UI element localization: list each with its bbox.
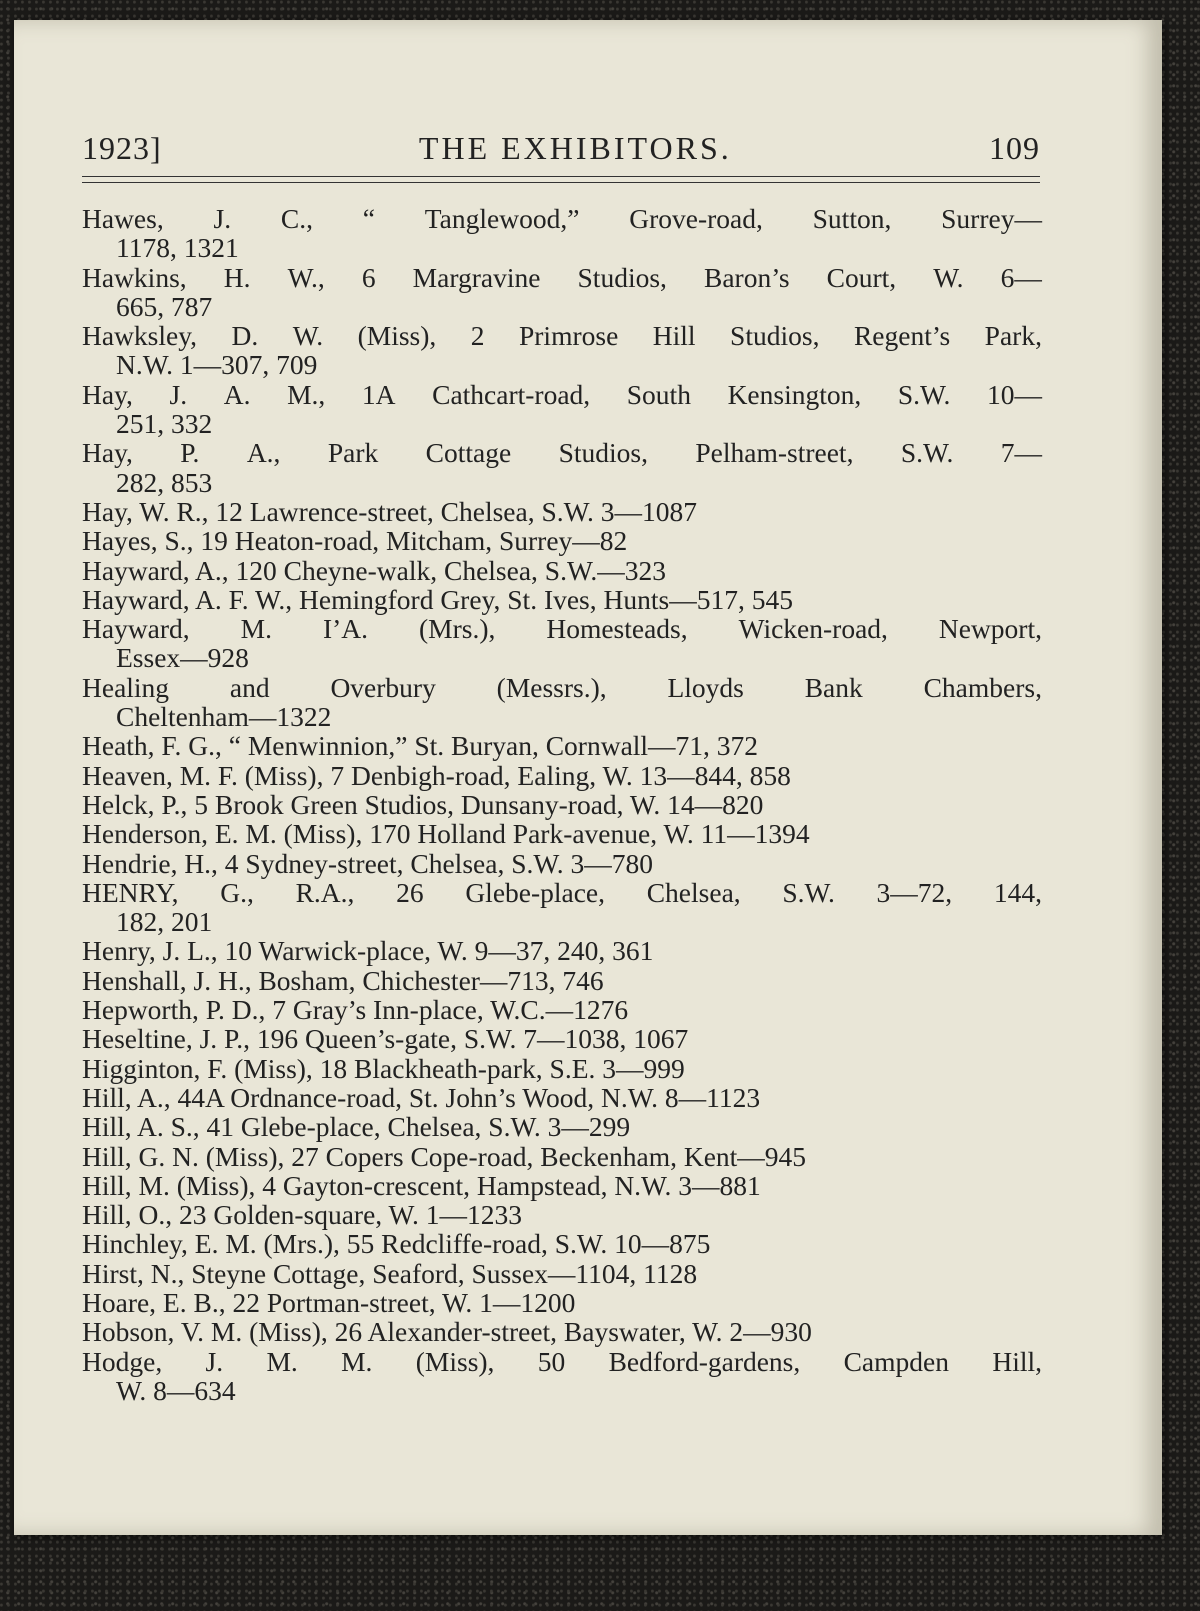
exhibitor-entry (82, 1288, 1042, 1317)
entry-line-2: 282, 853 (116, 466, 213, 498)
book-page (14, 20, 1162, 1535)
entry-line-1: Heaven, M. F. (Miss), 7 Denbigh-road, Ealing, W. 13—844, 858 (82, 759, 791, 791)
entry-line-1: Hill, A., 44A Ordnance-road, St. John’s Wood, N.W. 8—1123 (82, 1081, 761, 1113)
exhibitor-entry (82, 585, 1042, 614)
entry-line-2: 251, 332 (116, 408, 213, 440)
exhibitor-entry (82, 878, 1042, 937)
exhibitor-entry (82, 1142, 1042, 1171)
entry-line-1: Helck, P., 5 Brook Green Studios, Dunsany-road, W. 14—820 (82, 788, 764, 820)
exhibitor-entry (82, 1083, 1042, 1112)
exhibitor-entry (82, 1229, 1042, 1258)
page-title: THE EXHIBITORS. (418, 130, 732, 166)
exhibitor-entry (82, 380, 1042, 439)
entry-line-2: W. 8—634 (116, 1374, 236, 1406)
entry-line-1: Hill, M. (Miss), 4 Gayton-crescent, Hampstead, N.W. 3—881 (82, 1169, 761, 1201)
exhibitor-entry (82, 1200, 1042, 1229)
entry-line-1: Hodge, J. M. M. (Miss), 50 Bedford-gardens, Campden Hill, (82, 1345, 1042, 1377)
entry-line-1: Higginton, F. (Miss), 18 Blackheath-park, S.E. 3—999 (82, 1052, 685, 1084)
exhibitor-entry (82, 966, 1042, 995)
entry-line-1: Hay, W. R., 12 Lawrence-street, Chelsea, S.W. 3—1087 (82, 495, 698, 527)
entry-line-1: Hirst, N., Steyne Cottage, Seaford, Sussex—1104, 1128 (82, 1257, 698, 1289)
entry-line-1: Hayward, M. I’A. (Mrs.), Homesteads, Wicken-road, Newport, (82, 613, 1042, 645)
entry-line-1: HENRY, G., R.A., 26 Glebe-place, Chelsea, S.W. 3—72, 144, (82, 876, 1042, 908)
exhibitor-entry (82, 1112, 1042, 1141)
exhibitor-entry (82, 819, 1042, 848)
entry-line-1: Henderson, E. M. (Miss), 170 Holland Park-avenue, W. 11—1394 (82, 818, 810, 850)
exhibitor-entry (82, 556, 1042, 585)
entry-line-1: Hay, P. A., Park Cottage Studios, Pelham-street, S.W. 7— (82, 437, 1042, 469)
exhibitor-entry (82, 614, 1042, 673)
exhibitor-entry (82, 497, 1042, 526)
page-number: 109 (989, 130, 1040, 166)
exhibitor-entry (82, 1054, 1042, 1083)
entry-line-1: Henry, J. L., 10 Warwick-place, W. 9—37, 240, 361 (82, 935, 654, 967)
exhibitor-entry (82, 1347, 1042, 1406)
entry-line-1: Hay, J. A. M., 1A Cathcart-road, South Kensington, S.W. 10— (82, 378, 1042, 410)
entry-line-2: 182, 201 (116, 906, 213, 938)
exhibitor-entry (82, 321, 1042, 380)
exhibitor-entry (82, 673, 1042, 732)
entry-line-2: 665, 787 (116, 290, 213, 322)
exhibitor-entry (82, 263, 1042, 322)
entry-line-2: Essex—928 (116, 642, 249, 674)
exhibitor-entry (82, 995, 1042, 1024)
entry-line-1: Hawes, J. C., “ Tanglewood,” Grove-road, Sutton, Surrey— (82, 203, 1042, 234)
entry-line-1: Hoare, E. B., 22 Portman-street, W. 1—1200 (82, 1286, 576, 1318)
entry-line-1: Hepworth, P. D., 7 Gray’s Inn-place, W.C.—1276 (82, 994, 629, 1026)
entry-line-1: Hendrie, H., 4 Sydney-street, Chelsea, S.W. 3—780 (82, 847, 654, 879)
exhibitor-entry (82, 731, 1042, 760)
exhibitor-entry (82, 438, 1042, 497)
entry-line-1: Hawksley, D. W. (Miss), 2 Primrose Hill Studios, Regent’s Park, (82, 320, 1042, 352)
entry-line-1: Hayward, A., 120 Cheyne-walk, Chelsea, S.W.—323 (82, 554, 667, 586)
entry-line-1: Hayes, S., 19 Heaton-road, Mitcham, Surrey—82 (82, 525, 628, 557)
entry-line-1: Hobson, V. M. (Miss), 26 Alexander-street, Bayswater, W. 2—930 (82, 1316, 812, 1348)
entry-line-1: Henshall, J. H., Bosham, Chichester—713, 746 (82, 964, 604, 996)
exhibitor-entry (82, 790, 1042, 819)
header-rule-top (82, 176, 1040, 177)
entry-line-2: 1178, 1321 (116, 232, 239, 264)
exhibitor-entry (82, 936, 1042, 965)
entry-line-1: Healing and Overbury (Messrs.), Lloyds Bank Chambers, (82, 671, 1042, 703)
entry-line-1: Heath, F. G., “ Menwinnion,” St. Buryan, Cornwall—71, 372 (82, 730, 759, 762)
entry-line-2: Cheltenham—1322 (116, 701, 332, 733)
entry-line-1: Hill, G. N. (Miss), 27 Copers Cope-road, Beckenham, Kent—945 (82, 1140, 807, 1172)
running-header (82, 130, 1040, 167)
exhibitor-entry (82, 1259, 1042, 1288)
exhibitor-entry (82, 526, 1042, 555)
exhibitor-entry (82, 204, 1042, 263)
exhibitor-entry (82, 1171, 1042, 1200)
exhibitor-entry (82, 761, 1042, 790)
exhibitor-entry (82, 1317, 1042, 1346)
exhibitor-entry (82, 849, 1042, 878)
entry-line-1: Hayward, A. F. W., Hemingford Grey, St. Ives, Hunts—517, 545 (82, 583, 793, 615)
entry-line-1: Hill, A. S., 41 Glebe-place, Chelsea, S.W. 3—299 (82, 1111, 631, 1143)
header-year: 1923] (82, 130, 162, 166)
entry-line-1: Hawkins, H. W., 6 Margravine Studios, Baron’s Court, W. 6— (82, 261, 1042, 293)
entry-line-1: Heseltine, J. P., 196 Queen’s-gate, S.W. 7—1038, 1067 (82, 1023, 689, 1055)
exhibitor-entry (82, 1024, 1042, 1053)
header-rule-bottom (82, 182, 1040, 183)
entry-line-1: Hinchley, E. M. (Mrs.), 55 Redcliffe-road, S.W. 10—875 (82, 1228, 711, 1260)
entry-line-2: N.W. 1—307, 709 (116, 349, 318, 381)
exhibitor-list (82, 204, 1042, 1405)
entry-line-1: Hill, O., 23 Golden-square, W. 1—1233 (82, 1199, 522, 1231)
